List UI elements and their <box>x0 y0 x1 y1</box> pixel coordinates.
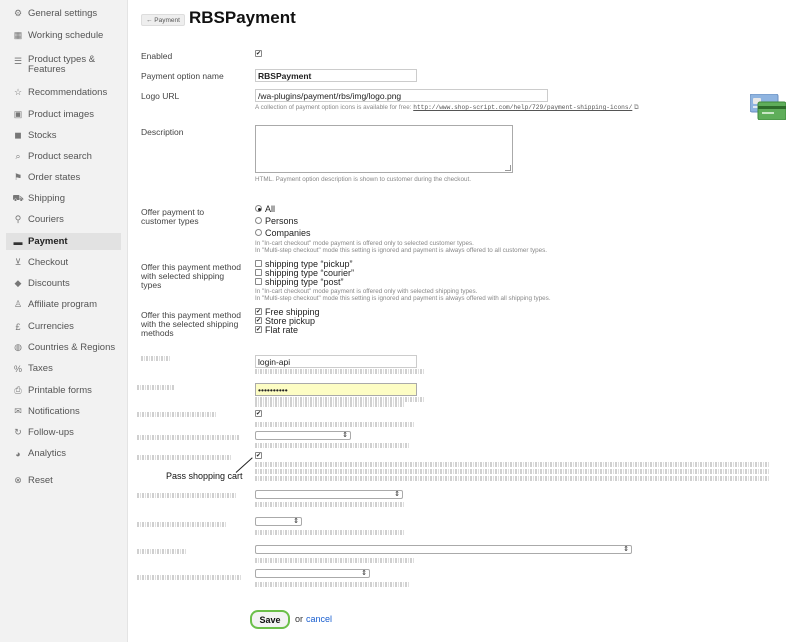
sidebar-item-follow-ups[interactable] <box>6 424 121 441</box>
back-to-payment-button[interactable]: ← Payment <box>141 14 185 26</box>
sidebar-item-general-settings[interactable] <box>6 5 121 22</box>
shipping-types-hint-1: In "In-cart checkout" mode payment is offered only with selected shipping types. <box>255 288 478 295</box>
icons-link[interactable]: http://www.shop-script.com/help/729/payment-shipping-icons/ <box>413 104 633 111</box>
sidebar-item-currencies[interactable] <box>6 318 121 335</box>
image-icon: ▣ <box>13 109 23 119</box>
shipping-method-pickup-checkbox[interactable] <box>255 317 262 324</box>
sidebar-item-label: Product types & Features <box>28 54 96 75</box>
currency-icon: £ <box>15 321 21 332</box>
obscured-label <box>137 549 187 554</box>
sidebar-item-label: Order states <box>28 171 81 183</box>
obscured-hint <box>255 443 410 448</box>
shipping-method-free-checkbox[interactable] <box>255 308 262 315</box>
sidebar-item-label: Couriers <box>28 213 64 225</box>
obscured-label <box>137 455 232 460</box>
reset-icon: ⊗ <box>14 475 22 485</box>
select-arrows-icon: ⇕ <box>361 570 367 577</box>
customer-type-all-label: All <box>265 204 276 214</box>
sidebar-item-label: Shipping <box>28 192 65 204</box>
shipping-type-courier-label: shipping type “courier” <box>265 268 355 278</box>
sidebar-item-label: Affiliate program <box>28 298 97 310</box>
shipping-methods-label: Offer this payment method with the selected shipping methods <box>141 310 242 338</box>
obscured-label <box>137 493 237 498</box>
resize-grip-icon[interactable] <box>505 165 511 171</box>
customer-type-companies-radio[interactable] <box>255 229 262 236</box>
option-select[interactable] <box>255 545 632 554</box>
sidebar-item-label: Printable forms <box>28 384 92 396</box>
option-select[interactable] <box>255 569 370 578</box>
select-arrows-icon: ⇕ <box>623 546 629 553</box>
obscured-label <box>137 522 227 527</box>
sidebar-item-label: Discounts <box>28 277 70 289</box>
sidebar-item-shipping[interactable] <box>6 190 121 207</box>
sidebar-item-affiliate-program[interactable] <box>6 296 121 313</box>
percent-icon: % <box>13 363 22 374</box>
description-hint: HTML. Payment option description is shown to customer during the checkout. <box>255 176 471 183</box>
courier-icon: ⚲ <box>14 214 22 224</box>
sidebar <box>0 0 128 642</box>
flag-icon: ⚑ <box>13 172 23 182</box>
sidebar-item-label: Stocks <box>28 129 57 141</box>
name-input[interactable] <box>255 69 417 82</box>
page-title: RBSPayment <box>189 8 296 27</box>
select-arrows-icon: ⇕ <box>394 491 400 498</box>
star-icon: ☆ <box>13 87 23 97</box>
password-input[interactable] <box>255 383 417 396</box>
sidebar-item-checkout[interactable] <box>6 254 121 271</box>
sidebar-item-recommendations[interactable] <box>6 84 121 101</box>
sidebar-item-product-types-features[interactable] <box>6 55 121 77</box>
settings-icon: ⚙ <box>13 8 23 18</box>
sidebar-item-product-search[interactable] <box>6 148 121 165</box>
sidebar-item-label: Working schedule <box>28 29 104 41</box>
sidebar-item-label: Countries & Regions <box>28 341 116 353</box>
shipping-types-hint-2: In "Multi-step checkout" mode this setting is ignored and payment is always offered with all shipping types. <box>255 295 551 302</box>
logo-hint <box>255 104 639 112</box>
option-select[interactable] <box>255 431 351 440</box>
option-checkbox[interactable] <box>255 410 262 417</box>
sidebar-item-discounts[interactable] <box>6 275 121 292</box>
description-textarea[interactable] <box>255 125 513 173</box>
logo-url-input[interactable] <box>255 89 548 102</box>
sidebar-item-label: General settings <box>28 7 98 19</box>
select-arrows-icon: ⇕ <box>293 518 299 525</box>
sidebar-item-label: Analytics <box>28 447 67 459</box>
enabled-label: Enabled <box>141 51 173 61</box>
or-text: or <box>295 614 304 624</box>
obscured-hint <box>255 558 415 563</box>
sidebar-item-label: Product search <box>28 150 92 162</box>
sidebar-item-label: Reset <box>28 474 53 486</box>
name-label: Payment option name <box>141 71 224 81</box>
analytics-icon: ◕ <box>15 448 21 459</box>
sidebar-item-label: Currencies <box>28 320 74 332</box>
shipping-type-courier-checkbox[interactable] <box>255 269 262 276</box>
sidebar-item-countries-regions[interactable] <box>6 339 121 356</box>
logo-hint-text: A collection of payment option icons is available for free: <box>255 104 412 111</box>
option-select[interactable] <box>255 490 403 499</box>
sidebar-item-label: Payment <box>28 235 68 247</box>
obscured-hint <box>255 469 770 474</box>
followup-icon: ↻ <box>14 427 22 437</box>
payment-cards-icon <box>750 94 786 120</box>
truck-icon: ⛟ <box>12 192 24 203</box>
sidebar-item-notifications[interactable] <box>6 403 121 420</box>
customer-type-persons-label: Persons <box>265 216 299 226</box>
external-link-icon: ⧉ <box>634 104 639 111</box>
customer-types-hint-2: In "Multi-step checkout" mode this setting is ignored and payment is always offered to all customer types. <box>255 247 548 254</box>
customer-type-companies-label: Companies <box>265 228 311 238</box>
calendar-icon: ▦ <box>13 30 23 40</box>
sidebar-item-working-schedule[interactable] <box>6 27 121 44</box>
select-arrows-icon: ⇕ <box>342 432 348 439</box>
save-button[interactable]: Save <box>250 610 290 629</box>
search-icon: ⌕ <box>15 151 21 161</box>
obscured-hint <box>255 402 405 407</box>
sidebar-item-label: Taxes <box>28 362 53 374</box>
sidebar-item-label: Follow-ups <box>28 426 74 438</box>
sidebar-item-printable-forms[interactable] <box>6 382 121 399</box>
cancel-link[interactable]: cancel <box>306 614 333 624</box>
shipping-method-pickup-label: Store pickup <box>265 316 316 326</box>
obscured-hint <box>255 422 415 427</box>
globe-icon: ◍ <box>14 342 22 352</box>
shipping-method-free-label: Free shipping <box>265 307 320 317</box>
shipping-type-post-checkbox[interactable] <box>255 278 262 285</box>
shipping-type-pickup-checkbox[interactable] <box>255 260 262 267</box>
shipping-method-flat-label: Flat rate <box>265 325 299 335</box>
sidebar-item-label: Checkout <box>28 256 69 268</box>
obscured-hint <box>255 462 770 467</box>
mail-icon: ✉ <box>14 406 22 416</box>
sidebar-item-label: Product images <box>28 108 95 120</box>
login-input[interactable] <box>255 355 417 368</box>
printer-icon: ⎙ <box>14 385 22 395</box>
affiliate-icon: ♙ <box>13 299 23 309</box>
obscured-hint <box>255 502 405 507</box>
customer-type-all-radio[interactable] <box>255 205 262 212</box>
obscured-hint <box>255 476 770 481</box>
sidebar-item-label: Recommendations <box>28 86 108 98</box>
sidebar-item-product-images[interactable] <box>6 106 121 123</box>
sidebar-item-couriers[interactable] <box>6 211 121 228</box>
obscured-label <box>137 575 242 580</box>
sidebar-item-label: Notifications <box>28 405 80 417</box>
option-select[interactable] <box>255 517 302 526</box>
shipping-type-post-label: shipping type “post” <box>265 277 344 287</box>
payment-icon: ▬ <box>13 236 23 247</box>
sidebar-item-payment[interactable] <box>6 233 121 250</box>
box-icon: ◼ <box>14 130 22 140</box>
obscured-label <box>137 412 217 417</box>
sidebar-item-stocks[interactable] <box>6 127 121 144</box>
list-icon: ☰ <box>13 55 23 66</box>
obscured-hint <box>255 530 405 535</box>
obscured-label <box>137 385 175 390</box>
shipping-type-pickup-label: shipping type “pickup” <box>265 259 353 269</box>
sidebar-item-taxes[interactable] <box>6 360 121 377</box>
sidebar-item-analytics[interactable] <box>6 445 121 462</box>
customer-types-label: Offer payment to customer types <box>141 207 205 226</box>
customer-types-hint-1: In "In-cart checkout" mode payment is offered only to selected customer types. <box>255 240 474 247</box>
obscured-hint <box>255 369 425 374</box>
annotation-label: Pass shopping cart <box>166 471 243 481</box>
cart-icon: ⊻ <box>14 257 22 267</box>
sidebar-item-order-states[interactable] <box>6 169 121 186</box>
description-label: Description <box>141 127 184 137</box>
shipping-types-label: Offer this payment method with selected shipping types <box>141 262 242 290</box>
tag-icon: ◆ <box>14 278 22 288</box>
customer-type-persons-radio[interactable] <box>255 217 262 224</box>
obscured-hint <box>255 582 410 587</box>
obscured-label <box>141 356 171 361</box>
enabled-checkbox[interactable] <box>255 50 262 57</box>
obscured-label <box>137 435 239 440</box>
logo-url-label: Logo URL <box>141 91 180 101</box>
sidebar-item-reset[interactable] <box>6 472 121 489</box>
shipping-method-flat-checkbox[interactable] <box>255 326 262 333</box>
pass-cart-checkbox[interactable] <box>255 452 262 459</box>
